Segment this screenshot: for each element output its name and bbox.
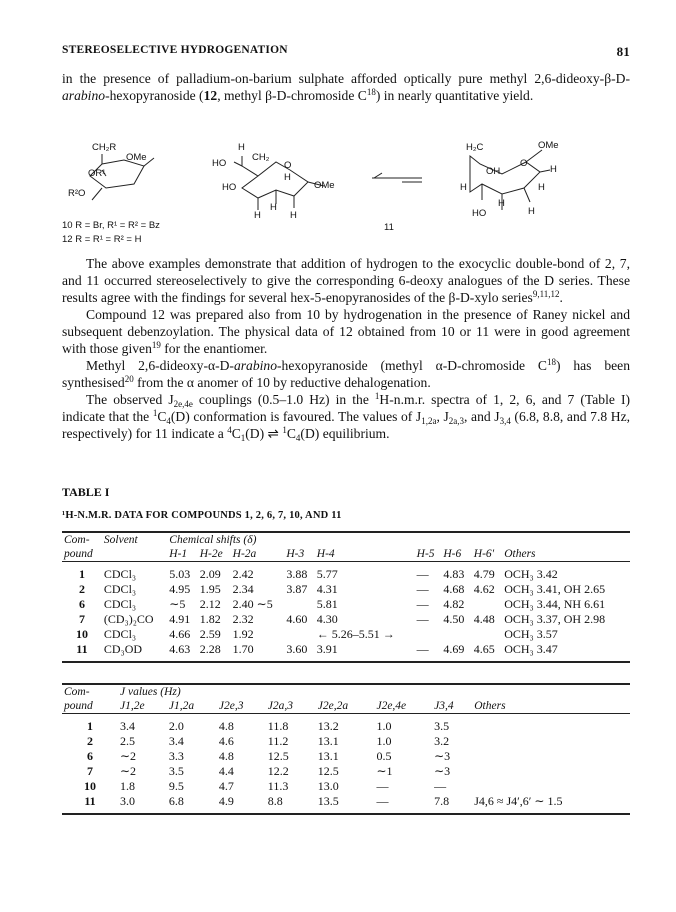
scheme-label-11: 11 bbox=[384, 222, 394, 233]
shift-cell: 2.42 bbox=[232, 567, 254, 581]
shift-cell: 2 bbox=[78, 582, 85, 596]
coupling-cell: 10 bbox=[84, 779, 96, 793]
coupling-cell: 3.2 bbox=[434, 734, 450, 748]
scheme-left-ch2r: CH₂R bbox=[92, 142, 117, 153]
scheme-mid-ho2: HO bbox=[222, 182, 237, 193]
shift-cell: 1.82 bbox=[199, 612, 221, 626]
coupling-cell: 3.5 bbox=[168, 764, 184, 778]
t1-col-h2e: H-2e bbox=[199, 548, 223, 560]
coupling-cell: 12.5 bbox=[317, 764, 339, 778]
t1-col-h6: H-6 bbox=[443, 548, 462, 560]
t1-col-h6p: H-6′ bbox=[473, 548, 495, 560]
shift-cell bbox=[472, 597, 502, 612]
shift-cell: 5.77 bbox=[316, 567, 338, 581]
shift-row bbox=[62, 597, 630, 612]
running-title: STEREOSELECTIVE HYDROGENATION bbox=[62, 44, 288, 56]
t2-col-j34: J3,4 bbox=[434, 700, 454, 712]
scheme-mid-ho1: HO bbox=[212, 158, 227, 169]
coupling-cell: 6.8 bbox=[167, 794, 217, 814]
shift-cell: (CD₃)₂CO bbox=[103, 612, 154, 626]
coupling-cell bbox=[472, 764, 630, 779]
shift-cell: 2.34 bbox=[232, 582, 254, 596]
shift-cell bbox=[441, 627, 471, 642]
shift-cell: CDCl₃ bbox=[103, 597, 137, 611]
shift-row bbox=[62, 562, 630, 583]
scheme-label-12: 12 R = R¹ = R² = H bbox=[62, 234, 142, 245]
shift-cell: 4.30 bbox=[316, 612, 338, 626]
scheme-left-r2o: R²O bbox=[68, 188, 86, 199]
shift-cell: 4.50 bbox=[443, 612, 465, 626]
shift-cell: 2.32 bbox=[232, 612, 254, 626]
coupling-cell: 4.4 bbox=[218, 764, 234, 778]
scheme-right-oh: OH bbox=[486, 166, 501, 177]
t2-head-pound: pound bbox=[64, 700, 93, 712]
coupling-cell: 11.3 bbox=[267, 779, 289, 793]
shift-cell: 2.12 bbox=[199, 597, 221, 611]
shift-row bbox=[62, 612, 630, 627]
table-heading: TABLE I bbox=[62, 485, 110, 499]
shift-cell: 1.70 bbox=[231, 642, 285, 662]
discussion-p3: Methyl 2,6-dideoxy-α-D-arabino-hexopyranoside (methyl α-D-chromoside $C^{18}$) has been synthesised$^{20}$ from the α anomer of 10 by reductive dehalogenation. bbox=[62, 357, 630, 390]
shift-cell: 4.31 bbox=[316, 582, 338, 596]
shift-row bbox=[62, 582, 630, 597]
shift-cell: 4.83 bbox=[443, 567, 465, 581]
scheme-mid-h: H bbox=[238, 142, 245, 153]
shift-cell: 5.81 bbox=[316, 597, 338, 611]
reaction-scheme bbox=[62, 136, 630, 246]
shift-cell: 1.95 bbox=[199, 582, 221, 596]
t1-col-others: Others bbox=[504, 548, 536, 560]
shift-cell: 4.68 bbox=[443, 582, 465, 596]
coupling-row bbox=[62, 749, 630, 764]
shift-cell: CDCl₃ bbox=[103, 627, 137, 641]
shift-cell: — bbox=[416, 597, 429, 611]
coupling-cell: 1.0 bbox=[376, 734, 392, 748]
table-caption: ¹H-N.M.R. DATA FOR COMPOUNDS 1, 2, 6, 7, 10, AND 11 bbox=[62, 510, 342, 521]
coupling-cell: J4,6 ≈ J4′,6′ ∼ 1.5 bbox=[472, 794, 630, 814]
scheme-right-ome: OMe bbox=[538, 140, 559, 151]
shift-cell: 4.82 bbox=[443, 597, 465, 611]
shift-cell: 10 bbox=[75, 627, 88, 641]
shift-cell: OCH₃ 3.42 bbox=[504, 567, 558, 581]
shift-cell: ← 5.26–5.51 → bbox=[316, 627, 395, 641]
coupling-row bbox=[62, 779, 630, 794]
shift-cell: 4.48 bbox=[473, 612, 495, 626]
t1-col-h5: H-5 bbox=[416, 548, 435, 560]
scheme-mid-h4: H bbox=[270, 202, 277, 213]
coupling-cell: 13.2 bbox=[317, 719, 339, 733]
coupling-cell: 4.9 bbox=[217, 794, 266, 814]
t2-col-others: Others bbox=[474, 700, 506, 712]
shift-cell: 4.60 bbox=[286, 612, 308, 626]
coupling-row bbox=[62, 794, 630, 814]
shift-cell: 4.63 bbox=[167, 642, 197, 662]
shift-cell: — bbox=[416, 612, 429, 626]
shift-cell bbox=[284, 627, 314, 642]
scheme-right-h2c: H₂C bbox=[466, 142, 484, 153]
shift-row bbox=[62, 627, 630, 642]
shift-cell: OCH₃ 3.37, OH 2.98 bbox=[504, 612, 606, 626]
t1-col-h1: H-1 bbox=[169, 548, 188, 560]
shift-cell bbox=[284, 597, 314, 612]
shift-cell: 4.91 bbox=[169, 612, 191, 626]
t1-col-h4: H-4 bbox=[316, 548, 335, 560]
shift-cell: 4.65 bbox=[472, 642, 502, 662]
shift-cell: 4.69 bbox=[441, 642, 471, 662]
coupling-cell bbox=[472, 779, 630, 794]
discussion-p4: The observed $J_{2e,4e}$ couplings (0.5–1.0 Hz) in the $^1$H-n.m.r. spectra of 1, 2, 6, and 7 (Table I) indicate that the $^1C_4(D)$ conformation is favoured. The values of $J_{1,2a}$, $J_{2a,3}$, and $J_{3,4}$ (6.8, 8.8, and 7.8 Hz, respectively) for 11 indicate a $^4C_1(D)$ ⇌ $^1C_4(D)$ equilibrium. bbox=[62, 391, 630, 443]
t2-col-j2a3: J2a,3 bbox=[267, 700, 293, 712]
shift-cell: 1 bbox=[78, 567, 85, 581]
page-number: 81 bbox=[616, 44, 630, 59]
shift-table bbox=[62, 531, 630, 663]
coupling-cell: 3.5 bbox=[434, 719, 450, 733]
scheme-mid-ome: OMe bbox=[314, 180, 335, 191]
t1-head-com: Com- bbox=[64, 534, 90, 546]
shift-cell: 4.79 bbox=[473, 567, 495, 581]
shift-table-body bbox=[62, 562, 630, 663]
t1-head-shifts: Chemical shifts (δ) bbox=[169, 534, 257, 546]
t2-col-j12a: J1,2a bbox=[168, 700, 195, 712]
scheme-right-h1: H bbox=[550, 164, 557, 175]
coupling-cell: 2.5 bbox=[120, 734, 135, 748]
shift-cell: CDCl₃ bbox=[103, 567, 137, 581]
coupling-cell: ∼2 bbox=[120, 764, 137, 778]
coupling-cell: 13.0 bbox=[317, 779, 339, 793]
coupling-cell: 9.5 bbox=[168, 779, 184, 793]
t1-head-pound: pound bbox=[64, 548, 93, 560]
shift-cell: 3.88 bbox=[286, 567, 308, 581]
shift-cell: ∼5 bbox=[169, 597, 186, 611]
coupling-row bbox=[62, 764, 630, 779]
shift-cell bbox=[415, 627, 442, 642]
scheme-mid-h2: H bbox=[284, 172, 291, 183]
paragraph-discussion bbox=[62, 255, 630, 442]
scheme-right-h2: H bbox=[460, 182, 467, 193]
scheme-mid-ch2: CH₂ bbox=[252, 152, 270, 163]
coupling-cell: 4.7 bbox=[218, 779, 234, 793]
shift-cell: 2.28 bbox=[198, 642, 231, 662]
shift-cell: 4.95 bbox=[169, 582, 191, 596]
scheme-right-h5: H bbox=[498, 198, 505, 209]
t2-col-j2e3: J2e,3 bbox=[218, 700, 244, 712]
coupling-cell: 11 bbox=[62, 794, 118, 814]
shift-cell: 1.92 bbox=[232, 627, 254, 641]
shift-cell: 3.60 bbox=[284, 642, 314, 662]
shift-cell: OCH₃ 3.41, OH 2.65 bbox=[504, 582, 606, 596]
shift-cell: CD₃OD bbox=[102, 642, 167, 662]
coupling-cell: ∼1 bbox=[376, 764, 393, 778]
scheme-right-h4: H bbox=[528, 206, 535, 217]
coupling-cell: — bbox=[374, 794, 432, 814]
coupling-cell: ∼2 bbox=[120, 749, 137, 763]
coupling-cell: 8.8 bbox=[266, 794, 316, 814]
shift-cell: 3.91 bbox=[315, 642, 415, 662]
coupling-cell: 1.8 bbox=[120, 779, 135, 793]
shift-cell: OCH₃ 3.57 bbox=[504, 627, 558, 641]
coupling-cell: — bbox=[434, 779, 447, 793]
t2-head-jv: J values (Hz) bbox=[120, 686, 181, 698]
coupling-cell: 3.4 bbox=[120, 719, 135, 733]
discussion-p2: Compound 12 was prepared also from 10 by hydrogenation in the presence of Raney nickel and subsequent debenzoylation. The physical data of 12 obtained from 10 or 11 were in good agreement with those given$^{19}$ for the enantiomer. bbox=[62, 307, 630, 356]
coupling-cell: 4.6 bbox=[218, 734, 234, 748]
coupling-cell: 3.4 bbox=[168, 734, 184, 748]
shift-cell: — bbox=[415, 642, 442, 662]
shift-cell: 4.66 bbox=[169, 627, 191, 641]
shift-cell bbox=[472, 627, 502, 642]
shift-cell: 7 bbox=[78, 612, 85, 626]
t2-head-com: Com- bbox=[64, 686, 90, 698]
t2-col-j2e4e: J2e,4e bbox=[376, 700, 407, 712]
scheme-mid-o: O bbox=[284, 160, 292, 171]
shift-cell: CDCl₃ bbox=[103, 582, 137, 596]
shift-cell: OCH₃ 3.47 bbox=[502, 642, 630, 662]
shift-cell: — bbox=[416, 582, 429, 596]
coupling-cell bbox=[472, 734, 630, 749]
coupling-row bbox=[62, 734, 630, 749]
shift-cell: OCH₃ 3.44, NH 6.61 bbox=[504, 597, 606, 611]
shift-cell: 2.09 bbox=[199, 567, 221, 581]
coupling-cell bbox=[472, 749, 630, 764]
coupling-table bbox=[62, 683, 630, 815]
coupling-cell: 11.8 bbox=[267, 719, 289, 733]
coupling-table-body bbox=[62, 714, 630, 815]
coupling-cell: 4.8 bbox=[218, 749, 234, 763]
coupling-cell: — bbox=[376, 779, 389, 793]
coupling-cell bbox=[472, 714, 630, 735]
coupling-cell: ∼3 bbox=[434, 749, 451, 763]
running-header bbox=[62, 44, 630, 59]
coupling-row bbox=[62, 714, 630, 735]
coupling-cell: 7 bbox=[87, 764, 93, 778]
scheme-right-h3: H bbox=[538, 182, 545, 193]
coupling-cell: 13.1 bbox=[317, 734, 339, 748]
scheme-mid-h3: H bbox=[254, 210, 261, 221]
scheme-right-ho: HO bbox=[472, 208, 487, 219]
shift-cell: 5.03 bbox=[169, 567, 191, 581]
coupling-cell: 3.3 bbox=[168, 749, 184, 763]
scheme-left-or1: OR¹ bbox=[88, 168, 106, 179]
shift-cell: 11 bbox=[62, 642, 102, 662]
coupling-cell: 12.2 bbox=[267, 764, 289, 778]
coupling-cell: 0.5 bbox=[376, 749, 392, 763]
coupling-cell: 13.1 bbox=[317, 749, 339, 763]
t2-col-j2e2a: J2e,2a bbox=[317, 700, 349, 712]
coupling-cell: 12.5 bbox=[267, 749, 289, 763]
coupling-cell: 4.8 bbox=[218, 719, 234, 733]
shift-row bbox=[62, 642, 630, 662]
scheme-label-10: 10 R = Br, R¹ = R² = Bz bbox=[62, 220, 160, 231]
coupling-cell: 11.2 bbox=[267, 734, 289, 748]
coupling-cell: 1 bbox=[87, 719, 93, 733]
coupling-cell: 2.0 bbox=[168, 719, 184, 733]
coupling-cell: 13.5 bbox=[316, 794, 375, 814]
shift-cell: 3.87 bbox=[286, 582, 308, 596]
scheme-left-ome: OMe bbox=[126, 152, 147, 163]
t2-col-j12e: J1,2e bbox=[120, 700, 145, 712]
shift-cell: — bbox=[416, 567, 429, 581]
t1-col-h3: H-3 bbox=[286, 548, 305, 560]
shift-cell: 4.62 bbox=[473, 582, 495, 596]
t1-head-solvent: Solvent bbox=[103, 534, 138, 546]
scheme-mid-h5: H bbox=[290, 210, 297, 221]
coupling-cell: 7.8 bbox=[432, 794, 472, 814]
shift-cell: 2.40 ∼5 bbox=[232, 597, 273, 611]
coupling-cell: 3.0 bbox=[118, 794, 167, 814]
coupling-cell: 1.0 bbox=[376, 719, 392, 733]
t1-col-h2a: H-2a bbox=[232, 548, 257, 560]
paragraph-intro: in the presence of palladium-on-barium sulphate afforded optically pure methyl 2,6-dideoxy-β-D-arabino-hexopyranoside (12, methyl β-D-chromoside $C^{18}$) in nearly quantitative yield. bbox=[62, 71, 630, 103]
shift-cell: 6 bbox=[78, 597, 85, 611]
coupling-cell: 2 bbox=[87, 734, 93, 748]
shift-cell: 2.59 bbox=[199, 627, 221, 641]
scheme-right-o: O bbox=[520, 158, 528, 169]
discussion-p1: The above examples demonstrate that addition of hydrogen to the exocyclic double-bond of 2, 7, and 11 occurred stereoselectively to give the corresponding 6-deoxy analogues of the D series. These results agree with the findings for several hex-5-enopyranosides of the β-D-xylo series$^{9,11,12}$. bbox=[62, 256, 630, 305]
coupling-cell: ∼3 bbox=[434, 764, 451, 778]
coupling-cell: 6 bbox=[87, 749, 93, 763]
